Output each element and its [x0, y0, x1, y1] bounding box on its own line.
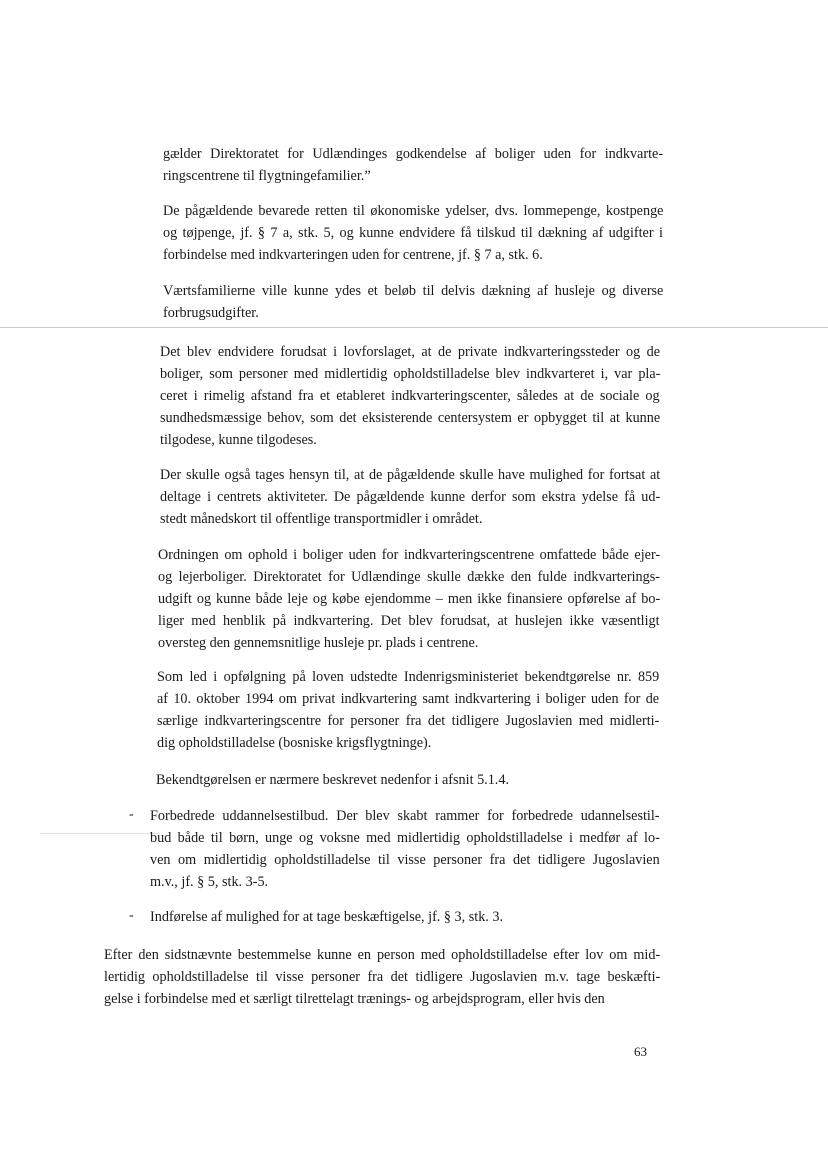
text-line: Bekendtgørelsen er nærmere beskrevet nedenfor i afsnit 5.1.4. — [156, 772, 509, 788]
text-line: Forbedrede uddannelsestilbud. Der blev skabt rammer for forbedrede udannelsestil- — [150, 808, 660, 824]
text-line: af 10. oktober 1994 om privat indkvartering samt indkvartering i boliger uden for de — [157, 691, 660, 707]
bullet-marker: - — [129, 908, 134, 923]
text-line: lertidig opholdstilladelse til visse personer fra det tidligere Jugoslavien m.v. tage beskæfti- — [104, 969, 661, 985]
paragraph-4 — [160, 341, 660, 451]
bullet-item-1 — [150, 805, 660, 893]
text-line: Som led i opfølgning på loven udstedte Indenrigsministeriet bekendtgørelse nr. 859 — [157, 669, 660, 685]
text-line: og lejerboliger. Direktoratet for Udlændinge skulle dække den fulde indkvarterings- — [158, 569, 660, 585]
text-line: forbindelse med indkvarteringen uden for centrene, jf. § 7 a, stk. 6. — [163, 247, 543, 263]
paragraph-5 — [160, 464, 660, 530]
text-line: stedt månedskort til offentlige transportmidler i området. — [160, 511, 483, 527]
text-line: gælder Direktoratet for Udlændinges godkendelse af boliger uden for indkvarte- — [163, 146, 664, 162]
scan-artifact-line — [40, 833, 160, 834]
text-line: liger med henblik på indkvartering. Det blev forudsat, at huslejen ikke væsentligt — [158, 613, 660, 629]
page-number: 63 — [634, 1044, 647, 1059]
text-line: boliger, som personer med midlertidig opholdstilladelse blev indkvarteret i, var pla- — [160, 366, 661, 382]
paragraph-2 — [163, 200, 663, 266]
text-line: gelse i forbindelse med et særligt tilrettelagt trænings- og arbejdsprogram, eller hvis den — [104, 991, 605, 1007]
paragraph-3 — [163, 280, 663, 324]
text-line: særlige indkvarteringscentre for personer fra det tidligere Jugoslavien med midlerti- — [157, 713, 660, 729]
text-line: og tøjpenge, jf. § 7 a, stk. 5, og kunne endvidere få tilskud til dækning af udgifter i — [163, 225, 663, 241]
text-line: ven om midlertidig opholdstilladelse til visse personer fra det tidligere Jugoslavien — [150, 852, 660, 868]
paragraph-1 — [163, 143, 663, 187]
text-line: deltage i centrets aktiviteter. De pågældende kunne derfor som ekstra ydelse få ud- — [160, 489, 661, 505]
text-line: forbrugsudgifter. — [163, 305, 259, 321]
paragraph-8 — [156, 769, 658, 791]
scan-artifact-line — [0, 327, 828, 328]
text-line: oversteg den gennemsnitlige husleje pr. plads i centrene. — [158, 635, 479, 651]
bullet-marker: - — [129, 807, 134, 822]
bullet-item-2 — [150, 906, 660, 928]
text-line: sundhedsmæssige behov, som det eksisterende centersystem er opbygget til at kunne — [160, 410, 661, 426]
text-line: tilgodese, kunne tilgodeses. — [160, 432, 317, 448]
text-line: dig opholdstilladelse (bosniske krigsflygtninge). — [157, 735, 432, 751]
paragraph-7 — [157, 666, 659, 754]
text-line: Ordningen om ophold i boliger uden for indkvarteringscentrene omfattede både ejer- — [158, 547, 661, 563]
text-line: bud både til børn, unge og voksne med midlertidig opholdstilladelse i medfør af lo- — [150, 830, 660, 846]
text-line: Værtsfamilierne ville kunne ydes et beløb til delvis dækning af husleje og diverse — [163, 283, 664, 299]
text-line: Efter den sidstnævnte bestemmelse kunne en person med opholdstilladelse efter lov om mid- — [104, 947, 661, 963]
text-line: udgift og kunne både leje og købe ejendomme – men ikke finansiere opførelse af bo- — [158, 591, 661, 607]
text-line: m.v., jf. § 5, stk. 3-5. — [150, 874, 269, 890]
text-line: De pågældende bevarede retten til økonomiske ydelser, dvs. lommepenge, kostpenge — [163, 203, 664, 219]
text-line: ringscentrene til flygtningefamilier.” — [163, 168, 371, 184]
paragraph-6 — [158, 544, 660, 654]
text-line: Der skulle også tages hensyn til, at de pågældende skulle have mulighed for fortsat at — [160, 467, 661, 483]
paragraph-9 — [104, 944, 660, 1010]
text-line: ceret i rimelig afstand fra et etableret indkvarteringscenter, således at de sociale og — [160, 388, 660, 404]
text-line: Indførelse af mulighed for at tage beskæftigelse, jf. § 3, stk. 3. — [150, 909, 504, 925]
text-line: Det blev endvidere forudsat i lovforslaget, at de private indkvarteringssteder og de — [160, 344, 661, 360]
